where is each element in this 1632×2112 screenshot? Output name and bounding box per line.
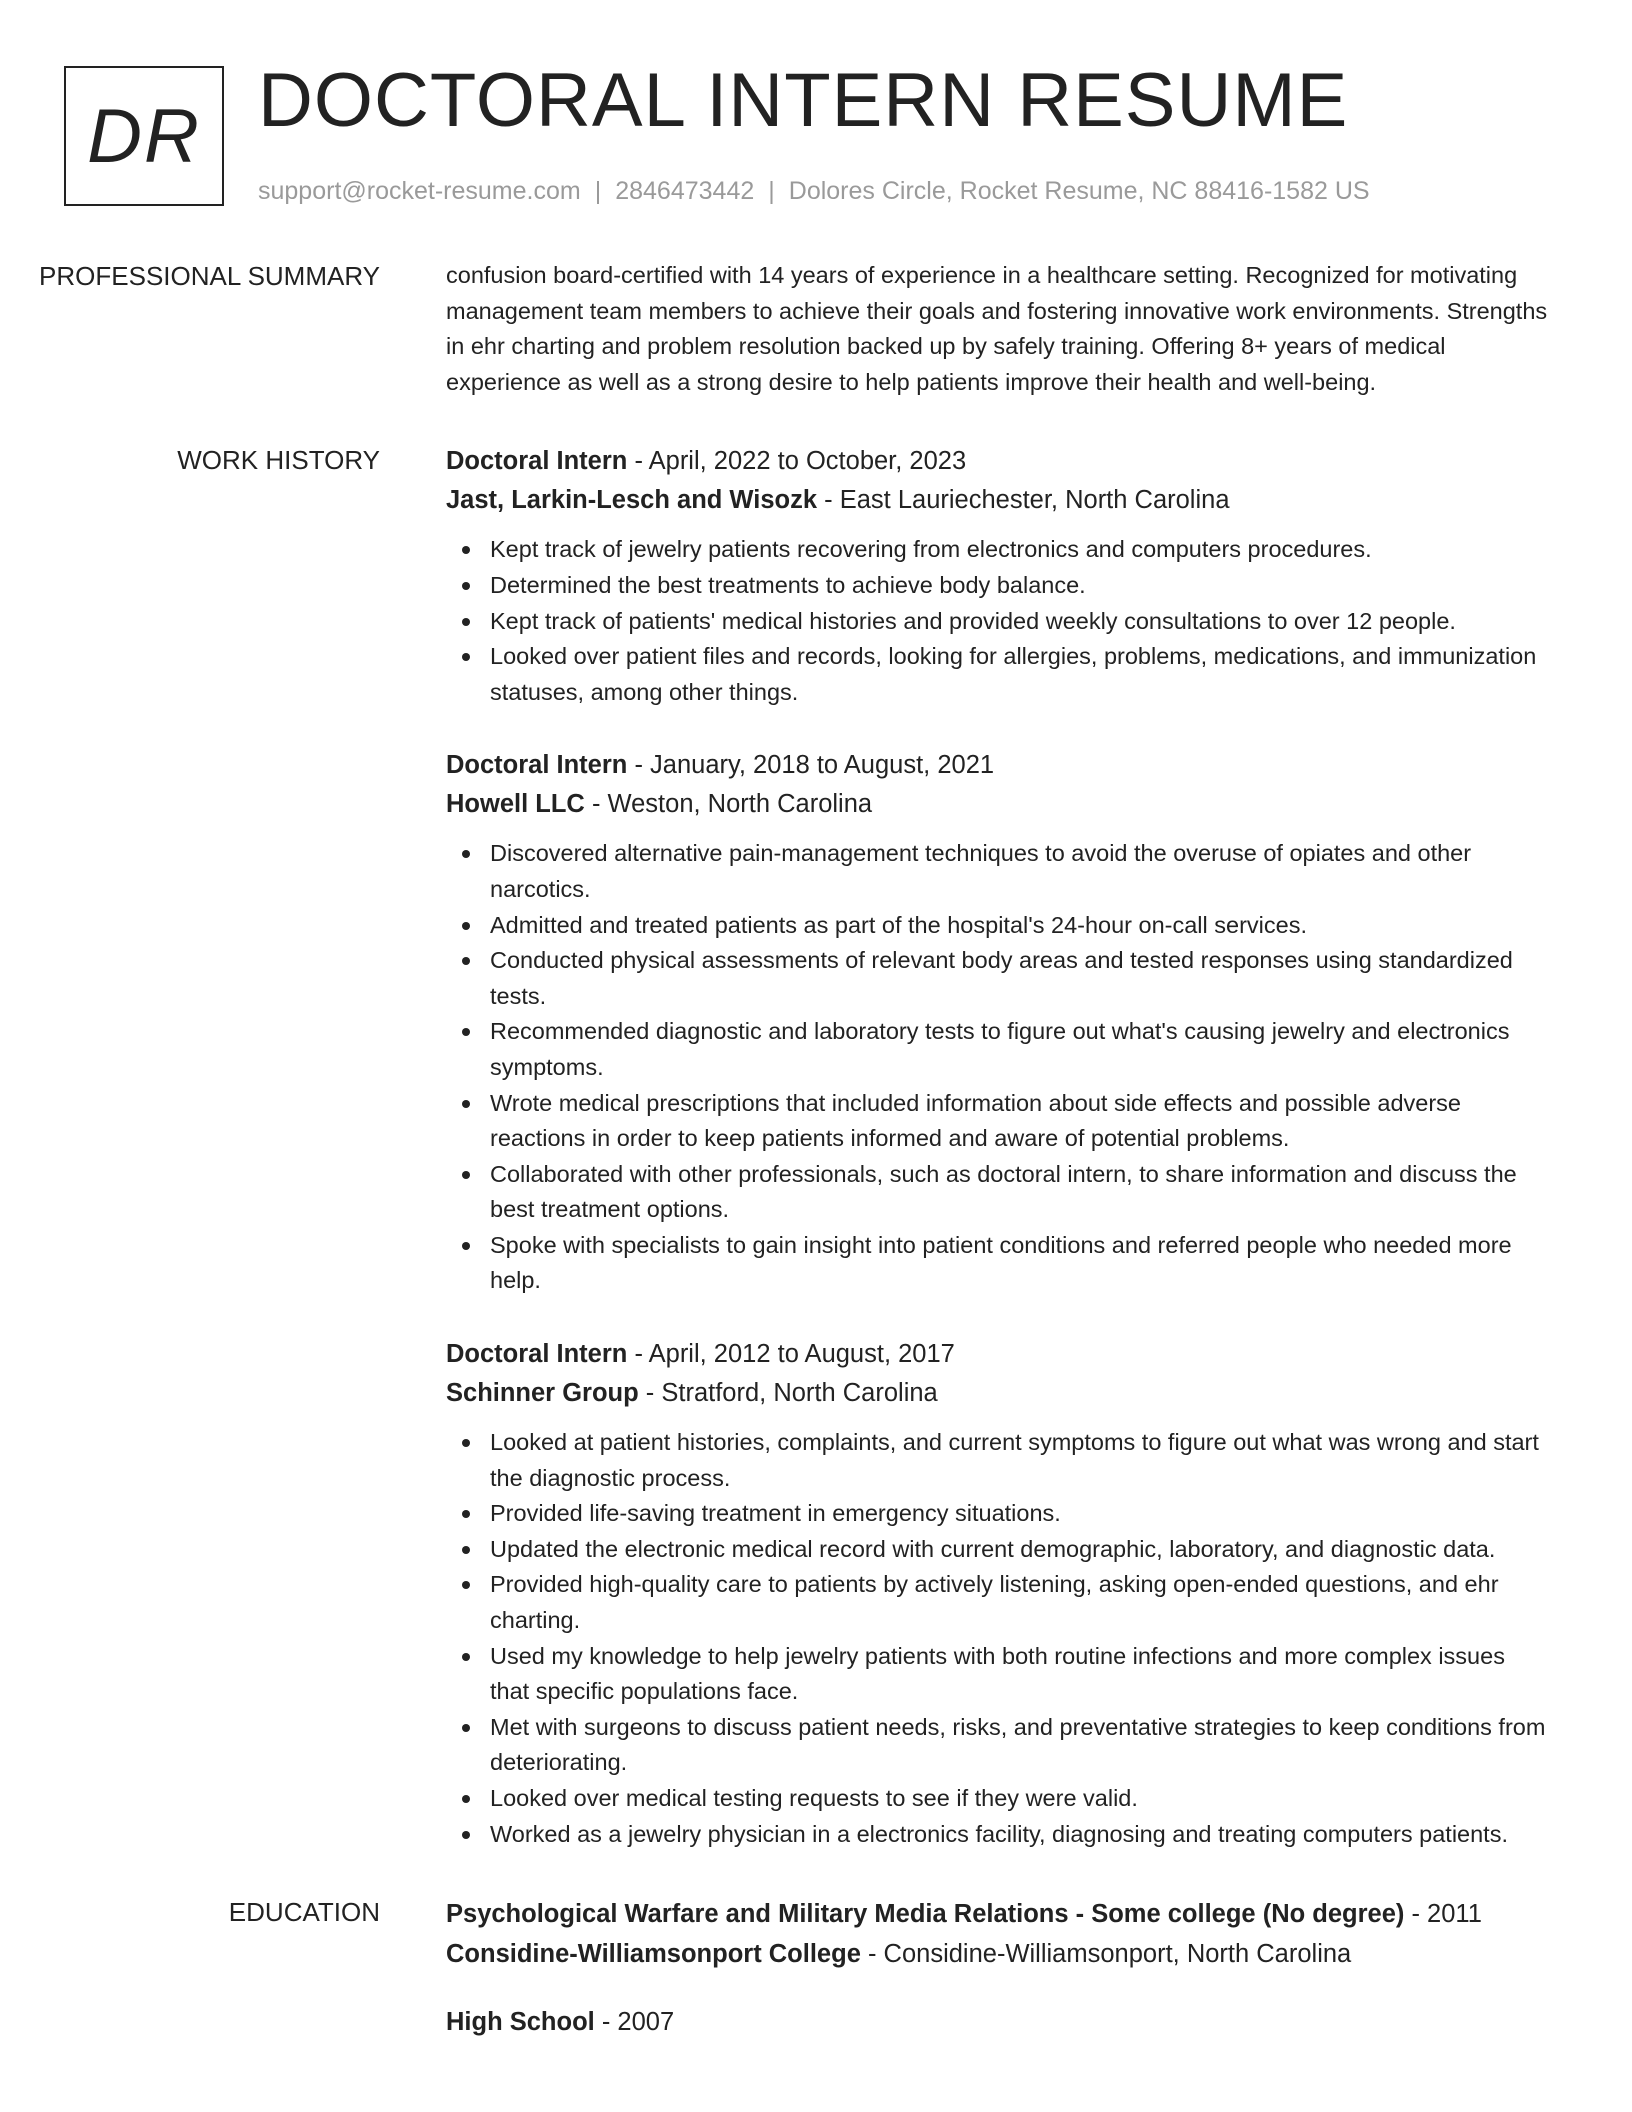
job-bullet: Met with surgeons to discuss patient needs, risks, and preventative strategies to keep conditions from deteriorating.	[446, 1710, 1550, 1781]
job-bullet: Updated the electronic medical record with current demographic, laboratory, and diagnostic data.	[446, 1532, 1550, 1568]
contact-separator: |	[594, 177, 602, 205]
job-bullet: Worked as a jewelry physician in a electronics facility, diagnosing and treating computers patients.	[446, 1817, 1550, 1853]
section-heading-education: EDUCATION	[228, 1897, 380, 1928]
job-bullet: Kept track of patients' medical histories and provided weekly consultations to over 12 people.	[446, 604, 1550, 640]
job-title: Doctoral Intern	[446, 751, 628, 780]
job-bullet: Spoke with specialists to gain insight into patient conditions and referred people who needed more help.	[446, 1228, 1550, 1299]
education-degree-line	[446, 1894, 1550, 1934]
job-location: - East Lauriechester, North Carolina	[824, 486, 1230, 515]
job-bullet: Conducted physical assessments of relevant body areas and tested responses using standardized tests.	[446, 943, 1550, 1014]
job-title-line	[446, 442, 1550, 481]
job-bullet: Discovered alternative pain-management techniques to avoid the overuse of opiates and other narcotics.	[446, 836, 1550, 907]
job-bullet: Provided high-quality care to patients by actively listening, asking open-ended questions, and ehr charting.	[446, 1567, 1550, 1638]
job-bullet: Provided life-saving treatment in emergency situations.	[446, 1496, 1550, 1532]
summary-text: confusion board-certified with 14 years of experience in a healthcare setting. Recognized for motivating management team members to achieve their goals and fostering innovative work environments. Strengths in ehr charting and problem resolution backed up by safely training. Offering 8+ years of medical experience as well as a strong desire to help patients improve their health and well-being.	[446, 262, 1548, 395]
job-location: - Weston, North Carolina	[591, 790, 873, 819]
education-entry	[446, 2002, 1550, 2042]
job-company-line	[446, 785, 1550, 824]
education-degree-line	[446, 2002, 1550, 2042]
job-bullet-list	[446, 532, 1550, 710]
education-year: - 2011	[1411, 1900, 1482, 1929]
job-company: Jast, Larkin-Lesch and Wisozk	[446, 486, 818, 515]
section-heading-summary: PROFESSIONAL SUMMARY	[39, 261, 380, 291]
education-school-line	[446, 1934, 1550, 1974]
job-bullet: Looked at patient histories, complaints, and current symptoms to figure out what was wrong and start the diagnostic process.	[446, 1425, 1550, 1496]
education-degree: Psychological Warfare and Military Media Relations - Some college (No degree)	[446, 1900, 1405, 1929]
section-heading-work-history: WORK HISTORY	[177, 445, 380, 476]
job-company: Howell LLC	[446, 790, 585, 819]
education-entry	[446, 1894, 1550, 1974]
job-bullet: Used my knowledge to help jewelry patients with both routine infections and more complex issues that specific populations face.	[446, 1639, 1550, 1710]
job-dates: - April, 2012 to August, 2017	[634, 1340, 955, 1369]
education-school: Considine-Williamsonport College	[446, 1940, 861, 1969]
job-bullet: Collaborated with other professionals, such as doctoral intern, to share information and discuss the best treatment options.	[446, 1157, 1550, 1228]
job-company: Schinner Group	[446, 1379, 639, 1408]
job-bullet-list	[446, 1425, 1550, 1852]
education-body	[414, 1894, 1564, 2070]
contact-address: Dolores Circle, Rocket Resume, NC 88416-1582 US	[788, 177, 1370, 205]
job-bullet-list	[446, 836, 1550, 1299]
job-dates: - April, 2022 to October, 2023	[634, 447, 967, 476]
job-entry	[446, 442, 1550, 710]
education-degree: High School	[446, 2008, 595, 2037]
job-bullet: Looked over patient files and records, looking for allergies, problems, medications, and immunization statuses, among other things.	[446, 639, 1550, 710]
education-section	[0, 1894, 1632, 2070]
job-bullet: Determined the best treatments to achieve body balance.	[446, 568, 1550, 604]
job-title-line	[446, 746, 1550, 785]
monogram-initials: DR	[87, 93, 201, 179]
job-company-line	[446, 1374, 1550, 1413]
contact-separator: |	[768, 177, 775, 205]
job-bullet: Looked over medical testing requests to see if they were valid.	[446, 1781, 1550, 1817]
contact-phone[interactable]: 2846473442	[615, 177, 755, 205]
job-entry	[446, 1335, 1550, 1852]
job-company-line	[446, 481, 1550, 520]
contact-info	[258, 175, 1370, 207]
job-title: Doctoral Intern	[446, 1340, 628, 1369]
job-bullet: Wrote medical prescriptions that included information about side effects and possible adverse reactions in order to keep patients informed and aware of potential problems.	[446, 1086, 1550, 1157]
work-history-section	[0, 442, 1632, 1888]
job-entry	[446, 746, 1550, 1299]
job-bullet: Recommended diagnostic and laboratory tests to figure out what's causing jewelry and electronics symptoms.	[446, 1014, 1550, 1085]
summary-body	[414, 258, 1564, 400]
job-bullet: Kept track of jewelry patients recovering from electronics and computers procedures.	[446, 532, 1550, 568]
contact-email[interactable]: support@rocket-resume.com	[258, 177, 581, 205]
job-location: - Stratford, North Carolina	[645, 1379, 938, 1408]
summary-section	[0, 258, 1632, 400]
resume-title: DOCTORAL INTERN RESUME	[258, 58, 1349, 143]
job-title-line	[446, 1335, 1550, 1374]
education-location: - Considine-Williamsonport, North Carolina	[867, 1940, 1352, 1969]
job-title: Doctoral Intern	[446, 447, 628, 476]
education-year: - 2007	[601, 2008, 675, 2037]
job-dates: - January, 2018 to August, 2021	[634, 751, 995, 780]
monogram-box	[64, 66, 224, 206]
work-history-body	[414, 442, 1564, 1888]
resume-sections	[0, 258, 1632, 2070]
job-bullet: Admitted and treated patients as part of the hospital's 24-hour on-call services.	[446, 908, 1550, 944]
